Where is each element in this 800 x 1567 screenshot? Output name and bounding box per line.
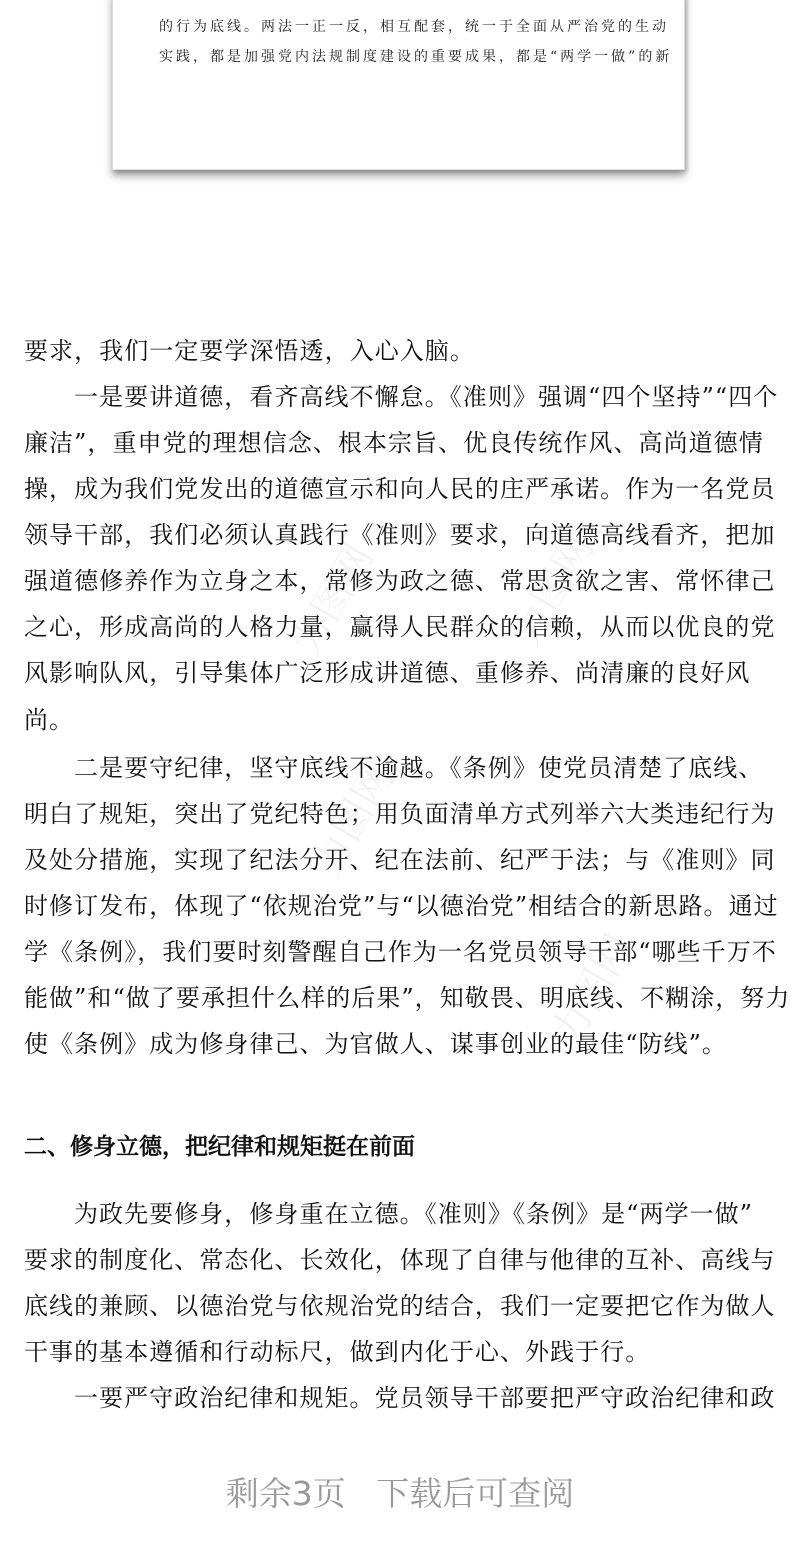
paragraph-line: 二是要守纪律，坚守底线不逾越。《条例》使党员清楚了底线、 xyxy=(74,754,764,782)
preview-page-card xyxy=(112,0,685,170)
watermark: 力图网 xyxy=(543,926,643,1054)
paragraph-line: 明白了规矩，突出了党纪特色；用负面清单方式列举六大类违纪行为 xyxy=(24,800,776,828)
paragraph-line: 要求，我们一定要学深悟透，入心入脑。 xyxy=(24,337,475,365)
paragraph-line: 风影响队风，引导集体广泛形成讲道德、重修养、尚清廉的良好风 xyxy=(24,659,751,687)
watermark: 力图网 xyxy=(303,756,403,884)
paragraph-line: 学《条例》，我们要时刻警醒自己作为一名党员领导干部“哪些千万不 xyxy=(24,938,777,966)
paragraph-line: 一是要讲道德，看齐高线不懈怠。《准则》强调“四个坚持”“四个 xyxy=(74,383,779,411)
paragraph-line: 干事的基本遵循和行动标尺，做到内化于心、外践于行。 xyxy=(24,1338,651,1366)
watermark: 力图网 xyxy=(503,526,603,654)
paragraph-line: 一要严守政治纪律和规矩。党员领导干部要把严守政治纪律和政 xyxy=(74,1384,776,1412)
card-line: 的行为底线。两法一正一反，相互配套，统一于全面从严治党的生动 xyxy=(159,19,669,35)
paragraph-line: 领导干部，我们必须认真践行《准则》要求，向道德高线看齐，把加 xyxy=(24,521,776,549)
paragraph-line: 之心，形成高尚的人格力量，赢得人民群众的信赖，从而以优良的党 xyxy=(24,613,776,641)
paragraph-line: 能做”和“做了要承担什么样的后果”，知敬畏、明底线、不糊涂，努力 xyxy=(24,984,791,1012)
paragraph-line: 廉洁”，重申党的理想信念、根本宗旨、优良传统作风、高尚道德情 xyxy=(24,429,764,457)
paragraph-line: 使《条例》成为修身律己、为官做人、谋事创业的最佳“防线”。 xyxy=(24,1030,727,1058)
paragraph-line: 尚。 xyxy=(24,706,75,734)
paragraph-line: 时修订发布，体现了“依规治党”与“以德治党”相结合的新思路。通过 xyxy=(24,892,779,920)
paragraph-line: 操，成为我们党发出的道德宣示和向人民的庄严承诺。作为一名党员 xyxy=(24,475,776,503)
download-to-view-prompt[interactable]: 剩余3页 下载后可查阅 xyxy=(225,1474,575,1513)
paragraph-line: 底线的兼顾、以德治党与依规治党的结合，我们一定要把它作为做人 xyxy=(24,1292,776,1320)
paragraph-line: 为政先要修身，修身重在立德。《准则》《条例》是“两学一做” xyxy=(74,1200,753,1228)
paragraph-line: 强道德修养作为立身之本，常修为政之德、常思贪欲之害、常怀律己 xyxy=(24,567,776,595)
paragraph-line: 及处分措施，实现了纪法分开、纪在法前、纪严于法；与《准则》同 xyxy=(24,846,776,874)
watermark: 力图网 xyxy=(283,536,383,664)
paragraph-line: 要求的制度化、常态化、长效化，体现了自律与他律的互补、高线与 xyxy=(24,1246,776,1274)
section-heading: 二、修身立德，把纪律和规矩挺在前面 xyxy=(24,1134,415,1160)
card-line: 实践，都是加强党内法规制度建设的重要成果，都是“两学一做”的新 xyxy=(159,49,673,65)
